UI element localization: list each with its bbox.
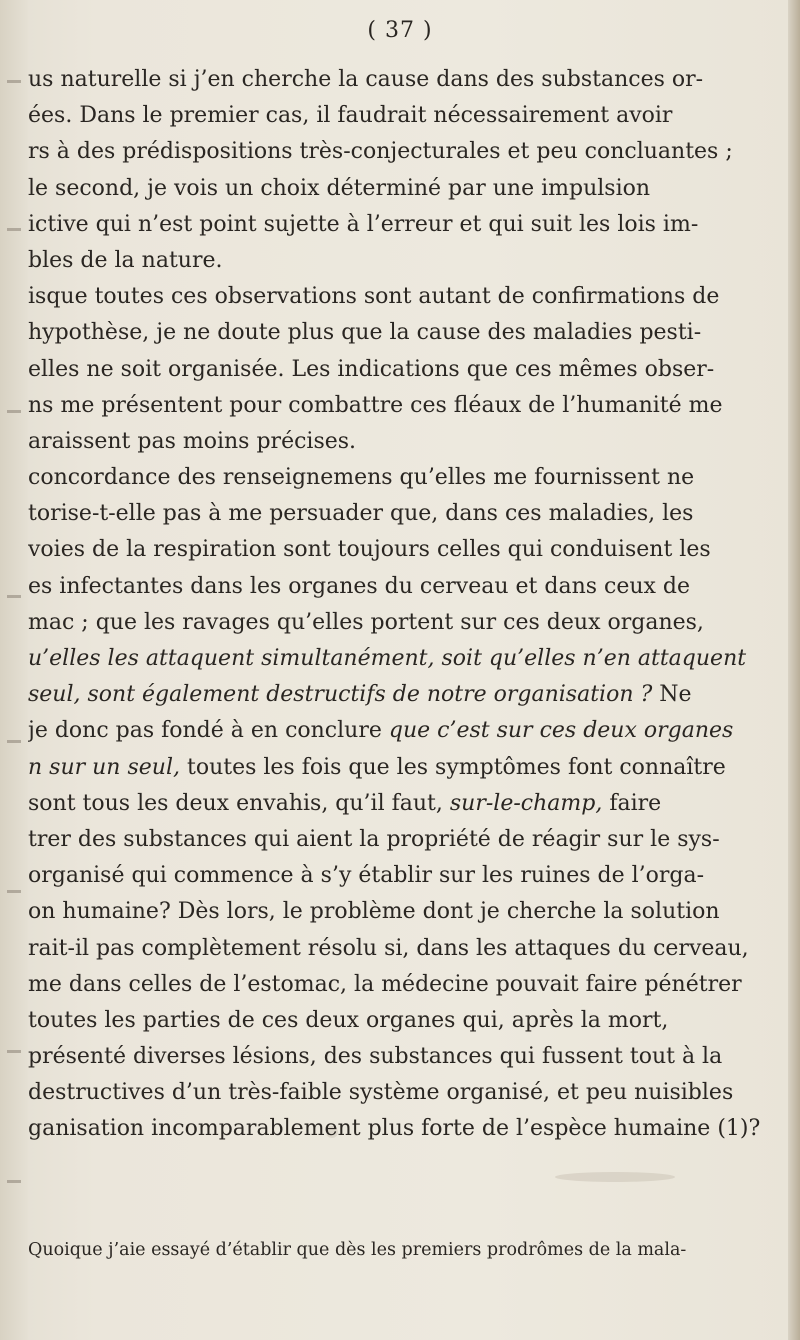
text-line [28, 677, 774, 713]
binding-gutter [0, 0, 28, 1340]
text-segment: mac ; que les ravages qu’elles portent sur ces deux organes, [28, 609, 704, 635]
text-segment: u’elles les attaquent simultanément, soit qu’elles n’en attaquent [28, 646, 747, 671]
text-segment: toutes les parties de ces deux organes qui, après la mort, [28, 1007, 669, 1033]
text-line [28, 713, 774, 749]
text-line [28, 1039, 774, 1075]
text-segment: toutes les fois que les symptômes font connaître [179, 754, 726, 780]
text-line [28, 750, 774, 786]
text-segment: hypothèse, je ne doute plus que la cause des maladies pesti- [28, 320, 702, 346]
text-segment: seul, sont également destructifs de notre organisation ? [28, 682, 653, 708]
text-segment: rs à des prédispositions très-conjecturales et peu concluantes ; [28, 139, 733, 165]
text-line [28, 641, 774, 677]
text-segment: Ne [652, 682, 692, 708]
page-number: ( 37 ) [367, 18, 433, 43]
text-line [28, 1075, 774, 1111]
text-line [28, 822, 774, 858]
text-segment: ées. Dans le premier cas, il faudrait nécessairement avoir [28, 103, 673, 129]
text-segment: n sur un seul, [28, 754, 180, 780]
text-segment: elles ne soit organisée. Les indications que ces mêmes obser- [28, 356, 715, 382]
text-segment: trer des substances qui aient la propriété de réagir sur le sys- [28, 826, 720, 852]
text-line [28, 496, 774, 532]
text-line [28, 1003, 774, 1039]
text-segment: ns me présentent pour combattre ces fléaux de l’humanité me [28, 392, 723, 418]
text-segment: araissent pas moins précises. [28, 428, 357, 454]
text-segment: torise-t-elle pas à me persuader que, dans ces maladies, les [28, 501, 694, 527]
text-line [28, 967, 774, 1003]
text-segment: voies de la respiration sont toujours celles qui conduisent les [28, 537, 711, 563]
text-segment: us naturelle si j’en cherche la cause dans des substances or- [28, 67, 704, 92]
text-line [28, 207, 774, 243]
text-segment: présenté diverses lésions, des substances qui fussent tout à la [28, 1044, 723, 1070]
text-segment: sur-le-champ, [449, 790, 603, 816]
text-line [28, 569, 774, 605]
text-line [28, 315, 774, 351]
text-segment: sont tous les deux envahis, qu’il faut, [28, 790, 450, 816]
text-segment: concordance des renseignemens qu’elles me fournissent ne [28, 465, 695, 491]
text-line [28, 858, 774, 894]
text-line [28, 98, 774, 134]
text-line [28, 605, 774, 641]
text-line [28, 352, 774, 388]
text-line [28, 460, 774, 496]
text-line [28, 243, 774, 279]
text-line [28, 171, 774, 207]
text-line [28, 424, 774, 460]
text-line [28, 532, 774, 568]
text-segment: es infectantes dans les organes du cerveau et dans ceux de [28, 573, 691, 599]
text-segment: ganisation incomparablement plus forte de l’espèce humaine (1)? [28, 1116, 761, 1142]
text-segment: faire [602, 790, 662, 816]
text-line [28, 894, 774, 930]
text-line [28, 786, 774, 822]
text-segment: rait-il pas complètement résolu si, dans les attaques du cerveau, [28, 935, 749, 961]
text-line [28, 1111, 774, 1147]
text-segment: je donc pas fondé à en conclure [28, 718, 389, 744]
text-segment: isque toutes ces observations sont autant de confirmations de [28, 284, 720, 310]
text-segment: ictive qui n’est point sujette à l’erreur et qui suit les lois im- [28, 211, 699, 237]
text-line [28, 931, 774, 967]
text-segment: le second, je vois un choix déterminé par une impulsion [28, 175, 651, 201]
text-segment: destructives d’un très-faible système organisé, et peu nuisibles [28, 1080, 734, 1106]
text-segment: me dans celles de l’estomac, la médecine pouvait faire pénétrer [28, 971, 742, 997]
footnote: Quoique j’aie essayé d’établir que dès les premiers prodrômes de la mala- [28, 1240, 687, 1260]
body-text [28, 62, 774, 1148]
text-line [28, 134, 774, 170]
text-segment: bles de la nature. [28, 247, 223, 273]
text-line [28, 388, 774, 424]
text-segment: organisé qui commence à s’y établir sur les ruines de l’orga- [28, 863, 705, 889]
text-segment: que c’est sur ces deux organes [388, 718, 734, 744]
text-segment: on humaine? Dès lors, le problème dont je cherche la solution [28, 899, 720, 925]
text-line [28, 62, 774, 98]
text-line [28, 279, 774, 315]
page-edge [788, 0, 800, 1340]
